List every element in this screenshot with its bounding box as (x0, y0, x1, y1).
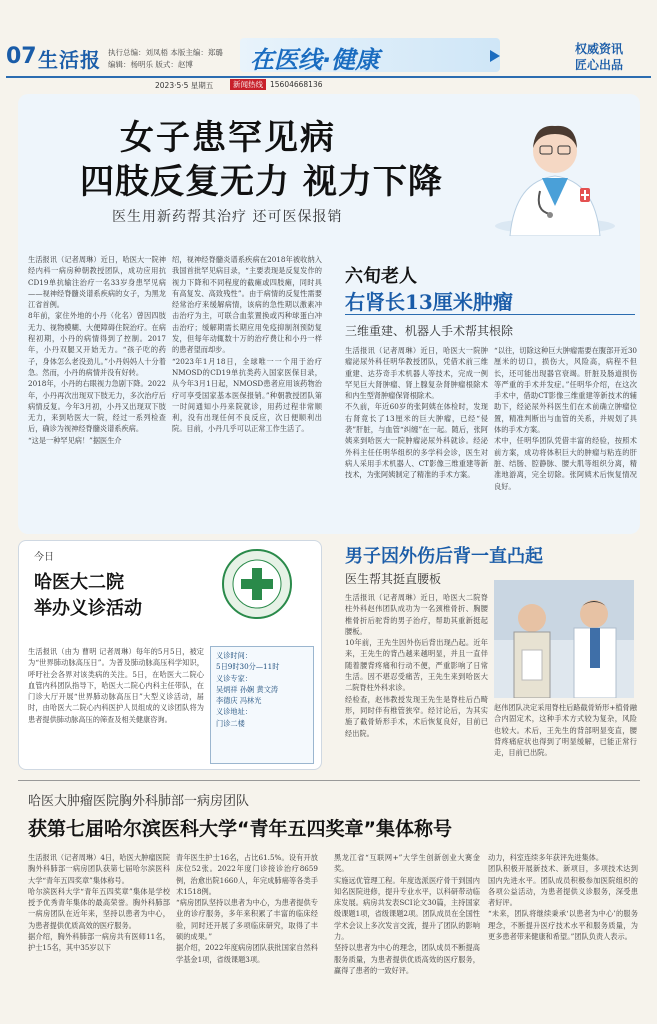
hospital-logo-icon (212, 544, 302, 624)
story2-title-line-1: 六旬老人 (345, 266, 417, 287)
clinic-body: 生活报讯（由为 曹明 记者周琳）每年的5月5日，被定为“世界肺动脉高压日”。为普及肺动脉高压科学知识，呼吁社会各界对该类病的关注。5日，在哈医大二院心血管内科团队指导下，哈医大二院心内科主任带队，在门诊大厅开展“世界肺动脉高压日”大型义诊活动，届时，由哈医大二院心内科医护人员组成的义诊团队将为患者提供肺动脉高压的筛查及相关健康咨询。 (28, 647, 204, 724)
story2-title-line-2: 右肾长13厘米肿瘤 (345, 290, 513, 314)
page-number: 07 (6, 44, 37, 69)
award-column-3: 黑龙江省“互联网+”大学生创新创业大赛金奖。 实施远优管理工程。年度选派医疗骨干到国内知名医院进修，提升专业水平，以科研带动临床发展。病房共发表SCI论文30篇，主持国家级课题1项，省级课题2项。团队成员在全国性学术会议上多次发言交流，提升了团队的影响力。 坚持以患者为中心的理念，团队成员不断提高服务质量，为患者提供优质高效的医疗服务，赢得了患者的一致好评。 (334, 853, 480, 975)
slogan-line-1: 权威资讯 (575, 42, 624, 56)
doctor-illustration (480, 96, 630, 236)
award-kicker: 哈医大肿瘤医院胸外科肺部一病房团队 (28, 794, 250, 809)
story2-column-2: “以往，切除这种巨大肿瘤需要在腹部开近30厘米的切口，损伤大，风险高，病程不但长，还可能出现器官衰竭。肝脏及肠道损伤等严重的手术并发症。”任明华介绍，在这次手术中，借助CT影像三维重建等新技术的辅助下，经泌尿外科医生们在术前确立肿瘤位置，精准判断出与血管的关系，并规划了具体的手术方案。 术中，任明华团队凭借丰富的经验，按照术前方案，成功将体积巨大的肿瘤与粘连的肝脏、结肠、腔静脉、腰大肌等组织分离，精准地游离，完全切除。张阿姨术后恢复情况良好。 (494, 346, 637, 491)
award-column-4: 动力，科室连续多年获评先进集体。 团队积极开展新技术、新项目，多项技术达到国内先进水平。团队成员积极参加医院组织的各项公益活动，为患者提供义诊服务，深受患者好评。 “未来，团队将继续秉承‘以患者为中心’的服务理念，不断提升医疗技术水平和服务质量，为更多患者带来健康和希望。”团队负责人表示。 (488, 853, 638, 942)
story3-subhead: 医生帮其挺直腰板 (345, 572, 442, 586)
clinic-title-line-1: 哈医大二院 (34, 572, 124, 593)
paper-name-logo: 生活报 (38, 48, 101, 72)
credits-line-2: 编辑：杨明乐 版式：赵博 (108, 60, 193, 69)
credits-line-1: 执行总编：刘凤梧 本版主编：郑璐 (108, 48, 223, 57)
story2-subhead: 三维重建、机器人手术帮其根除 (345, 324, 514, 338)
hotline-number: 15604668136 (270, 80, 323, 89)
award-column-1: 生活报讯（记者周琳）4日，哈医大肿瘤医院胸外科肺部一病房团队获第七届哈尔滨医科大学“青年五四奖章”集体称号。 哈尔滨医科大学“青年五四奖章”集体是学校授予优秀青年集体的最高荣誉。胸外科肺部一病房团队在近年来，坚持以患者为中心，为患者提供优质高效的医疗服务。 据介绍，胸外科肺部一病房共有医师11名，护士15名，其中35岁以下 (28, 853, 170, 953)
section-title: 在医线·健康 (250, 46, 380, 74)
clinic-kicker: 今日 (34, 552, 54, 563)
story3-title: 男子因外伤后背一直凸起 (345, 546, 543, 567)
lead-subhead: 医生用新药帮其治疗 还可医保报销 (112, 209, 343, 225)
slogan-line-2: 匠心出品 (575, 58, 624, 72)
story3-photo (494, 580, 634, 698)
award-headline: 获第七届哈尔滨医科大学“青年五四奖章”集体称号 (28, 818, 452, 840)
section-arrow-icon (490, 50, 500, 62)
lead-column-2: 绍，视神经脊髓炎谱系疾病在2018年被收纳入我国首批罕见病目录，“主要表现是反复发作的视力下降和不同程度的截瘫或四肢瘫，同时具有高复发、高致残性”。由于病情的反复性需要经常治疗来缓解病情，该病的急性期以激素冲击治疗为主，可联合血浆置换或丙种球蛋白冲击治疗；缓解期需长期应用免疫抑制剂预防复发，但每年动辄数十万的治疗费让和小丹一样的患者望而却步。 “2023年1月18日，全球唯一一个用于治疗NMOSD的CD19单抗类药入国家医保目录，从今年3月1日起，NMOSD患者应用该药物治疗可享受国家基本医保报销。”种朝教授团队第一时间通知小丹来院就诊，用药过程非常顺利，没有出现任何不良反应，次日便顺利出院。目前，小丹几乎可以正常工作生活了。 (172, 255, 322, 434)
clinic-title-line-2: 举办义诊活动 (34, 598, 142, 619)
story3-column-1: 生活报讯（记者周琳）近日，哈医大二院脊柱外科赵伟团队成功为一名颈椎骨折、胸腰椎骨折后驼背的男子治疗，帮助其重新挺起腰板。 10年前，王先生因外伤后背出现凸起。近年来，王先生的背凸越来越明显，并且一直伴随着腰背疼痛和行动不便，严重影响了日常生活。因不堪忍受痛苦，王先生来到哈医大二院脊柱外科求诊。 经检查，赵伟教授发现王先生是脊柱后凸畸形，同时伴有椎管狭窄。经讨论后，为其实施了截骨矫形手术，术后恢复良好，目前已经出院。 (345, 593, 488, 738)
lead-column-1: 生活报讯（记者周琳）近日，哈医大一院神经内科一病房种朝教授团队，成功应用抗CD19单抗输注治疗一名33岁身患罕见病——视神经脊髓炎谱系疾病的女子，为黑龙江省首例。 8年前，家住外地的小丹（化名）曾因四肢无力、视物模糊、大便障碍住院治疗。在病程初期，小丹的病情得到了控制。2017年，小丹双腿又开始无力。“孩子吃的药子，身体怎么老没劲儿。”小丹妈妈人十分着急。然而，小丹的病情并没有好转。 2018年，小丹的右眼视力急剧下降。2022年，小丹再次出现双下肢无力，多次治疗后病情反复。今年3月初，小丹又出现双下肢无力，来到哈医大一院，经过一系列检查后，确诊为视神经脊髓炎谱系疾病。 “这是一种罕见病！”据医生介 (28, 255, 166, 445)
lead-headline-line-2: 四肢反复无力 视力下降 (80, 162, 443, 202)
masthead (0, 0, 657, 88)
story2-column-1: 生活报讯（记者周琳）近日，哈医大一院肿瘤泌尿外科任明华教授团队，凭借术前三维重建、达芬奇手术机器人等技术，完成一例罕见巨大肾肿瘤、肾上腺复杂肾肿瘤根除术和内生型肾肿瘤保肾根除术。 不久前，年近60岁的张阿姨在体检时，发现右肾竟长了13厘米的巨大肿瘤，已经“侵袭”肝脏，与血管“纠缠”在一起。随后，张阿姨来到哈医大一院肿瘤泌尿外科就诊。经泌外科主任任明华组织的多学科会诊，医生对病人采用手术机器人、CT影像三维重建等新技术，为张阿姨制定了精准的手术方案。 (345, 346, 488, 480)
award-rule (18, 780, 640, 781)
story3-column-2: 赵伟团队决定采用脊柱后路截骨矫形+植骨融合内固定术，这种手术方式较为复杂，风险也较大。术后，王先生的背部明显变直，腰背疼痛症状也得到了明显缓解，已能正常行走，目前已出院。 (494, 703, 637, 758)
hotline-label: 新闻热线 (230, 79, 266, 90)
issue-date: 2023·5·5 星期五 (155, 81, 214, 90)
lead-headline-line-1: 女子患罕见病 (120, 118, 336, 158)
story2-rule (345, 314, 635, 315)
award-column-2: 青年医生护士16名，占比61.5%。设有开放床位52张。2022年度门诊接诊治疗8659例，治愈出院1660人，年完成肺癌等各类手术1518例。 “病房团队坚持以患者为中心，为患者提供专业的诊疗服务，多年来积累了丰富的临床经验，同时还开展了多项临床研究，取得了丰硕的成果。” 据介绍，2022年度病房团队获批国家自然科学基金1项，省级课题3项。 (176, 853, 318, 964)
clinic-info: 义诊时间： 5日9时30分—11时 义诊专家： 吴炳祥 孙娴 黄文涛 李德庆 冯林光 义诊地址： 门诊二楼 (216, 651, 280, 728)
masthead-rule (6, 76, 651, 78)
